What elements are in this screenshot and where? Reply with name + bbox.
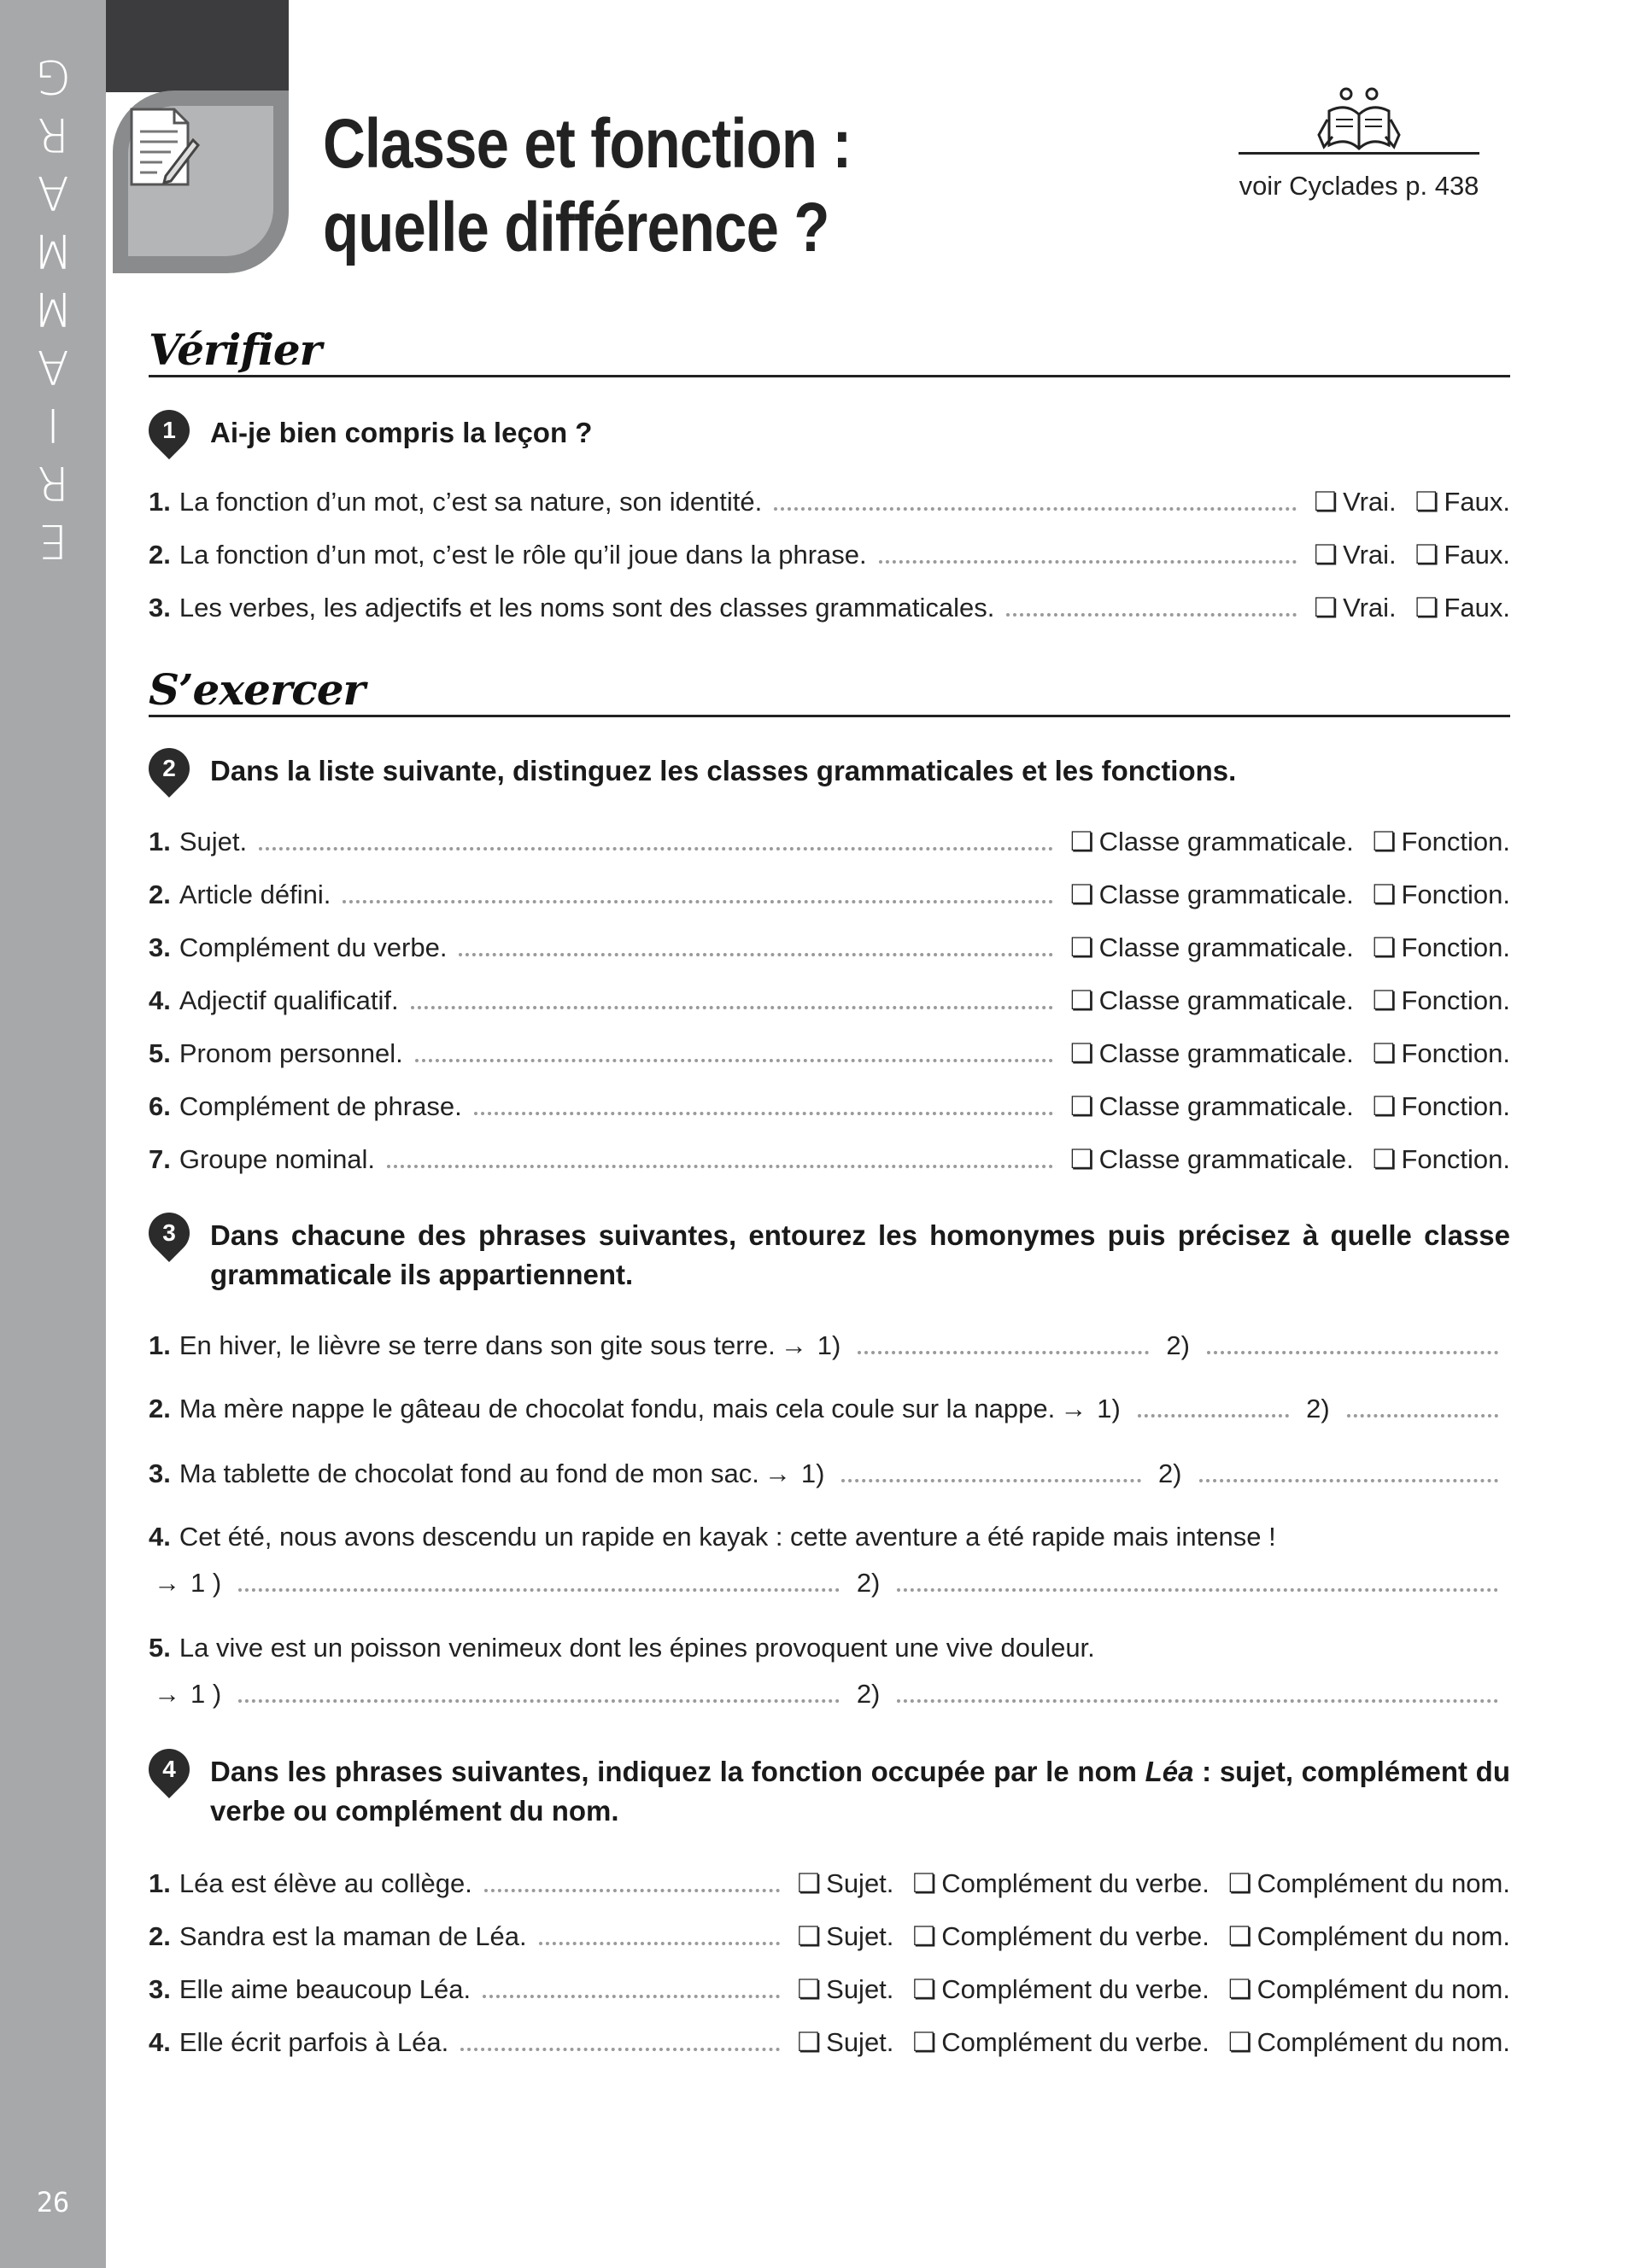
checkbox-group — [792, 1921, 1510, 1952]
item-text: Sujet. — [179, 827, 248, 856]
checkbox-group — [1309, 593, 1510, 623]
item-number: 6. — [149, 1091, 171, 1121]
sidebar-letter: G — [35, 50, 71, 103]
answer-dots[interactable] — [238, 1699, 840, 1703]
checkbox-option[interactable]: ❏ Classe grammaticale. — [1070, 880, 1354, 910]
sidebar-letter: E — [38, 514, 68, 568]
answer-dots — [459, 953, 1052, 956]
item-text: Elle écrit parfois à Léa. — [179, 2027, 449, 2057]
answer-label-2: 2) — [856, 1679, 881, 1709]
checkbox-option[interactable]: ❏ Sujet. — [797, 1974, 893, 2005]
checkbox-option[interactable]: ❏ Classe grammaticale. — [1070, 985, 1354, 1016]
reference-text: voir Cyclades p. 438 — [1239, 171, 1479, 201]
list-item — [149, 1513, 1510, 1552]
sidebar-letter: A — [37, 340, 69, 394]
answer-dots[interactable] — [1138, 1414, 1289, 1418]
checkbox-group — [1065, 985, 1510, 1016]
page-title-line2: quelle différence ? — [323, 189, 829, 266]
answer-dots — [415, 1059, 1053, 1062]
page-title — [323, 102, 852, 270]
checkbox-option[interactable]: ❏ Faux. — [1415, 487, 1510, 517]
checkbox-option[interactable]: ❏ Fonction. — [1373, 1038, 1510, 1069]
answer-label-2: 2) — [856, 1568, 881, 1598]
item-number: 1. — [149, 487, 171, 517]
exercise-1-number-badge: 1 — [140, 401, 198, 459]
arrow-icon: → — [154, 1679, 180, 1709]
checkbox-option[interactable]: ❏ Classe grammaticale. — [1070, 1144, 1354, 1175]
checkbox-option[interactable]: ❏ Vrai. — [1314, 593, 1396, 623]
answer-dots — [1006, 613, 1297, 617]
checkbox-option[interactable]: ❏ Classe grammaticale. — [1070, 827, 1354, 857]
list-item — [149, 818, 1510, 857]
checkbox-group — [1309, 487, 1510, 517]
checkbox-option[interactable]: ❏ Complément du nom. — [1228, 1868, 1510, 1899]
checkbox-option[interactable]: ❏ Faux. — [1415, 540, 1510, 570]
answer-dots — [343, 900, 1053, 903]
answer-dots[interactable] — [1199, 1479, 1498, 1482]
exercise-4-header — [149, 1752, 1510, 1831]
exercise-3-header — [149, 1216, 1510, 1295]
answer-dots — [539, 1942, 781, 1945]
checkbox-option[interactable]: ❏ Sujet. — [797, 1921, 893, 1952]
item-number: 1. — [149, 1330, 171, 1360]
answer-label-1: 1) — [1097, 1394, 1121, 1423]
checkbox-option[interactable]: ❏ Vrai. — [1314, 487, 1396, 517]
reference-block — [1239, 85, 1479, 201]
checkbox-option[interactable]: ❏ Classe grammaticale. — [1070, 932, 1354, 963]
list-item — [149, 1322, 1510, 1361]
item-text: En hiver, le lièvre se terre dans son gite sous terre. — [179, 1330, 776, 1360]
item-text: Ma tablette de chocolat fond au fond de mon sac. — [179, 1458, 759, 1488]
answer-dots[interactable] — [897, 1588, 1498, 1592]
item-text: Article défini. — [179, 880, 331, 909]
item-number: 4. — [149, 985, 171, 1015]
checkbox-option[interactable]: ❏ Fonction. — [1373, 932, 1510, 963]
item-text: La vive est un poisson venimeux dont les épines provoquent une vive douleur. — [179, 1633, 1095, 1663]
answer-label-2: 2) — [1306, 1394, 1330, 1423]
list-item — [149, 2019, 1510, 2058]
answer-dots[interactable] — [1207, 1351, 1498, 1354]
item-number: 5. — [149, 1633, 171, 1663]
exercise-4-instruction: Dans les phrases suivantes, indiquez la fonction occupée par le nom Léa : sujet, complément du verbe ou complément du nom. — [210, 1756, 1511, 1827]
checkbox-option[interactable]: ❏ Fonction. — [1373, 1144, 1510, 1175]
checkbox-option[interactable]: ❏ Classe grammaticale. — [1070, 1091, 1354, 1122]
checkbox-option[interactable]: ❏ Complément du nom. — [1228, 1921, 1510, 1952]
checkbox-option[interactable]: ❏ Complément du nom. — [1228, 1974, 1510, 2005]
sidebar-label — [26, 47, 80, 570]
exercise-2-header — [149, 751, 1510, 791]
list-item — [149, 1030, 1510, 1069]
page-title-line1: Classe et fonction : — [323, 105, 852, 183]
answer-label-1: 1) — [800, 1458, 825, 1488]
item-number: 3. — [149, 1974, 171, 2004]
document-pencil-icon — [128, 106, 200, 188]
checkbox-group — [1065, 932, 1510, 963]
answer-dots[interactable] — [897, 1699, 1498, 1703]
checkbox-group — [1065, 827, 1510, 857]
item-text: Les verbes, les adjectifs et les noms sont des classes grammaticales. — [179, 593, 995, 623]
answer-row — [149, 1559, 1510, 1599]
sidebar-letter: M — [32, 282, 73, 336]
item-number: 3. — [149, 932, 171, 962]
item-number: 7. — [149, 1144, 171, 1174]
list-item — [149, 1913, 1510, 1952]
answer-label-2: 2) — [1157, 1458, 1182, 1488]
item-text: La fonction d’un mot, c’est le rôle qu’il joue dans la phrase. — [179, 540, 867, 570]
item-text: La fonction d’un mot, c’est sa nature, son identité. — [179, 487, 763, 517]
list-item — [149, 924, 1510, 963]
exercise-3-instruction: Dans chacune des phrases suivantes, entourez les homonymes puis précisez à quelle classe grammaticale ils appartiennent. — [210, 1219, 1510, 1290]
answer-label-1: 1) — [817, 1330, 841, 1360]
checkbox-group — [792, 1974, 1510, 2005]
section-verifier — [149, 324, 1510, 377]
item-text: Groupe nominal. — [179, 1144, 376, 1174]
answer-dots — [483, 1995, 780, 1998]
answer-dots[interactable] — [1347, 1414, 1498, 1418]
answer-dots — [474, 1112, 1053, 1115]
sidebar-letter: I — [46, 398, 60, 452]
item-number: 4. — [149, 2027, 171, 2057]
header-tab — [106, 0, 289, 92]
exercise-4-number-badge: 4 — [140, 1740, 198, 1798]
item-number: 3. — [149, 1458, 171, 1488]
list-item — [149, 1385, 1510, 1424]
answer-dots — [774, 507, 1297, 511]
sidebar-letter: A — [37, 166, 69, 219]
item-number: 2. — [149, 540, 171, 570]
checkbox-option[interactable]: ❏ Fonction. — [1373, 1091, 1510, 1122]
item-text: Pronom personnel. — [179, 1038, 403, 1068]
item-number: 2. — [149, 880, 171, 909]
sidebar-letter: R — [37, 108, 69, 161]
item-number: 1. — [149, 827, 171, 856]
checkbox-group — [1065, 880, 1510, 910]
answer-dots[interactable] — [841, 1479, 1140, 1482]
exercise-1-instruction: Ai-je bien compris la leçon ? — [210, 417, 593, 448]
checkbox-option[interactable]: ❏ Complément du verbe. — [912, 1921, 1209, 1952]
answer-dots — [259, 847, 1053, 850]
item-number: 3. — [149, 593, 171, 623]
list-item — [149, 1966, 1510, 2005]
answer-label-1: 1 ) — [190, 1568, 222, 1598]
item-number: 2. — [149, 1394, 171, 1423]
item-text: Adjectif qualificatif. — [179, 985, 399, 1015]
list-item — [149, 1624, 1510, 1663]
answer-dots — [460, 2048, 780, 2051]
answer-label-2: 2) — [1166, 1330, 1190, 1360]
item-number: 2. — [149, 1921, 171, 1951]
exercise-1-header — [149, 413, 1510, 453]
item-text: Elle aime beaucoup Léa. — [179, 1974, 472, 2004]
answer-row — [149, 1670, 1510, 1710]
answer-dots — [484, 1889, 781, 1892]
item-text: Complément de phrase. — [179, 1091, 462, 1121]
item-text: Cet été, nous avons descendu un rapide en kayak : cette aventure a été rapide mais intense ! — [179, 1522, 1276, 1552]
reading-book-icon — [1312, 85, 1406, 152]
checkbox-group — [1309, 540, 1510, 570]
answer-dots — [411, 1006, 1053, 1009]
checkbox-option[interactable]: ❏ Complément du verbe. — [912, 1868, 1209, 1899]
answer-label-1: 1 ) — [190, 1679, 222, 1709]
item-number: 1. — [149, 1868, 171, 1898]
sidebar-letter: R — [37, 456, 69, 510]
list-item — [149, 584, 1510, 623]
checkbox-option[interactable]: ❏ Complément du nom. — [1228, 2027, 1510, 2058]
item-text: Complément du verbe. — [179, 932, 448, 962]
list-item — [149, 1860, 1510, 1899]
section-exercer — [149, 664, 1510, 717]
checkbox-option[interactable]: ❏ Sujet. — [797, 2027, 893, 2058]
section-verifier-title: Vérifier — [149, 324, 322, 375]
checkbox-option[interactable]: ❏ Faux. — [1415, 593, 1510, 623]
checkbox-group — [792, 2027, 1510, 2058]
arrow-icon: → — [764, 1458, 791, 1488]
checkbox-option[interactable]: ❏ Fonction. — [1373, 827, 1510, 857]
item-text: Ma mère nappe le gâteau de chocolat fondu, mais cela coule sur la nappe. — [179, 1394, 1056, 1423]
checkbox-group — [1065, 1091, 1510, 1122]
checkbox-option[interactable]: ❏ Fonction. — [1373, 880, 1510, 910]
sidebar — [0, 0, 106, 2268]
item-text: Léa est élève au collège. — [179, 1868, 472, 1898]
checkbox-option[interactable]: ❏ Complément du verbe. — [912, 1974, 1209, 2005]
list-item — [149, 977, 1510, 1016]
exercise-2-instruction: Dans la liste suivante, distinguez les classes grammaticales et les fonctions. — [210, 755, 1237, 786]
answer-dots[interactable] — [858, 1351, 1149, 1354]
page-number: 26 — [36, 2186, 70, 2218]
exercise-4-name: Léa — [1145, 1756, 1194, 1787]
checkbox-option[interactable]: ❏ Complément du verbe. — [912, 2027, 1209, 2058]
item-number: 4. — [149, 1522, 171, 1552]
answer-dots[interactable] — [238, 1588, 840, 1592]
checkbox-group — [1065, 1038, 1510, 1069]
checkbox-option[interactable]: ❏ Sujet. — [797, 1868, 893, 1899]
list-item — [149, 478, 1510, 517]
list-item — [149, 871, 1510, 910]
exercise-2-number-badge: 2 — [140, 739, 198, 798]
checkbox-group — [792, 1868, 1510, 1899]
arrow-icon: → — [1060, 1394, 1087, 1423]
exercise-3-number-badge: 3 — [140, 1204, 198, 1262]
checkbox-group — [1065, 1144, 1510, 1175]
answer-dots — [879, 560, 1297, 564]
item-text: Sandra est la maman de Léa. — [179, 1921, 527, 1951]
checkbox-option[interactable]: ❏ Classe grammaticale. — [1070, 1038, 1354, 1069]
list-item — [149, 1083, 1510, 1122]
item-number: 5. — [149, 1038, 171, 1068]
list-item — [149, 531, 1510, 570]
checkbox-option[interactable]: ❏ Vrai. — [1314, 540, 1396, 570]
checkbox-option[interactable]: ❏ Fonction. — [1373, 985, 1510, 1016]
arrow-icon: → — [780, 1330, 807, 1360]
document-badge-inner — [128, 106, 273, 256]
list-item — [149, 1450, 1510, 1489]
section-exercer-title: S’exercer — [149, 664, 365, 715]
sidebar-letter: M — [32, 224, 73, 278]
reference-rule — [1239, 152, 1479, 155]
list-item — [149, 1136, 1510, 1175]
answer-dots — [387, 1165, 1053, 1168]
arrow-icon: → — [154, 1568, 180, 1598]
